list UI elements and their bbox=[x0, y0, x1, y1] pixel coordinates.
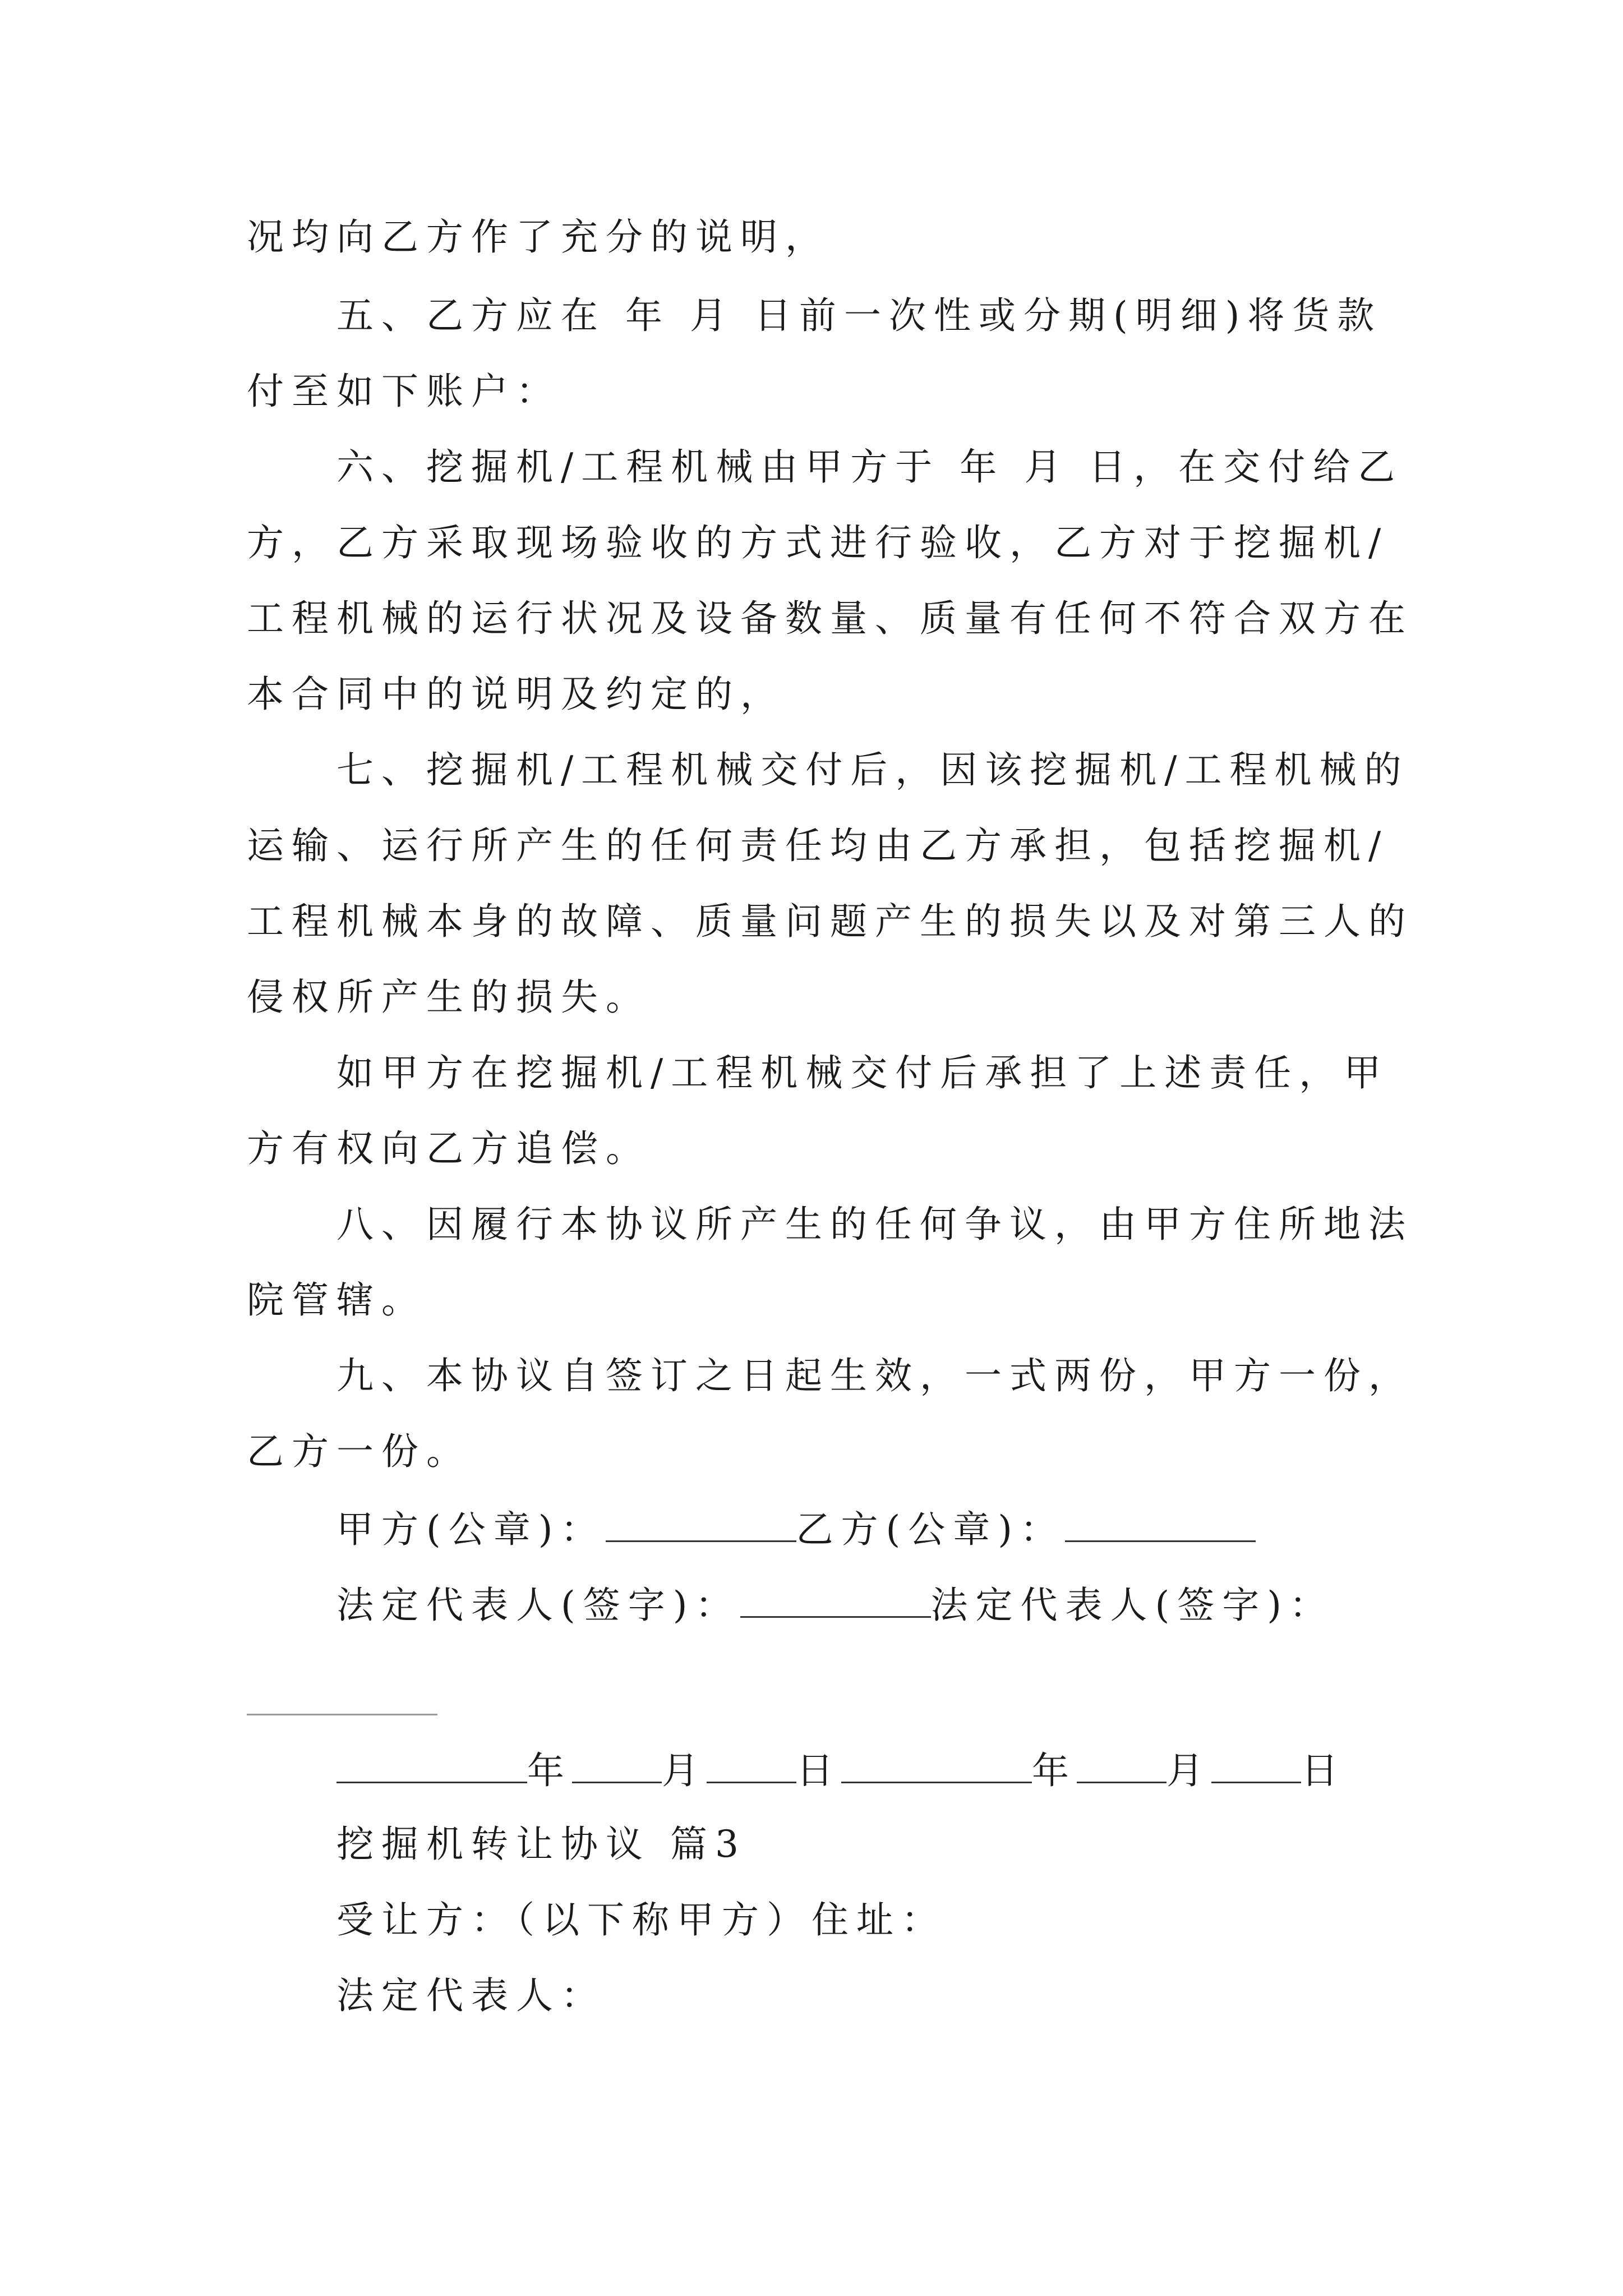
legal-rep-a-label: 法定代表人(签字)： bbox=[336, 1584, 740, 1627]
month-label: 月 bbox=[662, 1749, 707, 1792]
paragraph-line: 运输、运行所产生的任何责任均由乙方承担，包括挖掘机/ bbox=[247, 824, 1389, 867]
day-blank-b bbox=[1211, 1750, 1301, 1783]
clause-nine-line: 九、本协议自签订之日起生效，一式两份，甲方一份， bbox=[336, 1354, 1413, 1397]
month-label: 月 bbox=[1166, 1749, 1211, 1792]
legal-rep-b-blank bbox=[247, 1714, 437, 1715]
clause-seven-line: 七、挖掘机/工程机械交付后，因该挖掘机/工程机械的 bbox=[336, 748, 1409, 792]
day-blank-a bbox=[707, 1750, 796, 1783]
party-b-seal-label: 乙方(公章)： bbox=[796, 1508, 1065, 1551]
paragraph-line: 本合同中的说明及约定的， bbox=[247, 673, 785, 716]
year-label: 年 bbox=[1032, 1749, 1077, 1792]
clause-five-line: 五、乙方应在 年 月 日前一次性或分期(明细)将货款 bbox=[336, 294, 1382, 337]
paragraph-line: 况均向乙方作了充分的说明， bbox=[247, 215, 830, 259]
transferee-line: 受让方：（以下称甲方）住址： bbox=[336, 1898, 946, 1941]
paragraph-line: 方有权向乙方追偿。 bbox=[247, 1127, 651, 1170]
legal-rep-a-blank bbox=[740, 1585, 931, 1618]
paragraph-line: 工程机械的运行状况及设备数量、质量有任何不符合双方在 bbox=[247, 597, 1413, 640]
paragraph-line: 方，乙方采取现场验收的方式进行验收，乙方对于挖掘机/ bbox=[247, 521, 1389, 564]
party-a-seal-blank bbox=[606, 1509, 796, 1542]
year-blank-b bbox=[841, 1750, 1032, 1783]
day-label: 日 bbox=[796, 1749, 841, 1792]
party-b-seal-blank bbox=[1065, 1509, 1256, 1542]
month-blank-b bbox=[1077, 1750, 1166, 1783]
day-label: 日 bbox=[1301, 1749, 1346, 1792]
clause-eight-line: 八、因履行本协议所产生的任何争议，由甲方住所地法 bbox=[336, 1203, 1413, 1246]
month-blank-a bbox=[572, 1750, 662, 1783]
year-blank-a bbox=[336, 1750, 527, 1783]
paragraph-line: 院管辖。 bbox=[247, 1278, 426, 1322]
year-label: 年 bbox=[527, 1749, 572, 1792]
clause-six-line: 六、挖掘机/工程机械由甲方于 年 月 日，在交付给乙 bbox=[336, 445, 1403, 489]
paragraph-line: 工程机械本身的故障、质量问题产生的损失以及对第三人的 bbox=[247, 900, 1413, 943]
date-line bbox=[336, 1749, 1346, 1792]
party-a-seal-label: 甲方(公章)： bbox=[336, 1508, 606, 1551]
legal-rep-line: 法定代表人： bbox=[336, 1974, 606, 2017]
paragraph-line: 如甲方在挖掘机/工程机械交付后承担了上述责任，甲 bbox=[336, 1051, 1389, 1094]
section-title: 挖掘机转让协议 篇3 bbox=[336, 1823, 746, 1866]
legal-rep-signature-line bbox=[336, 1584, 1334, 1627]
paragraph-line: 侵权所产生的损失。 bbox=[247, 976, 651, 1019]
paragraph-line: 付至如下账户： bbox=[247, 370, 561, 413]
paragraph-line: 乙方一份。 bbox=[247, 1430, 471, 1473]
seal-line bbox=[336, 1508, 1256, 1551]
legal-rep-b-label: 法定代表人(签字)： bbox=[930, 1584, 1334, 1627]
